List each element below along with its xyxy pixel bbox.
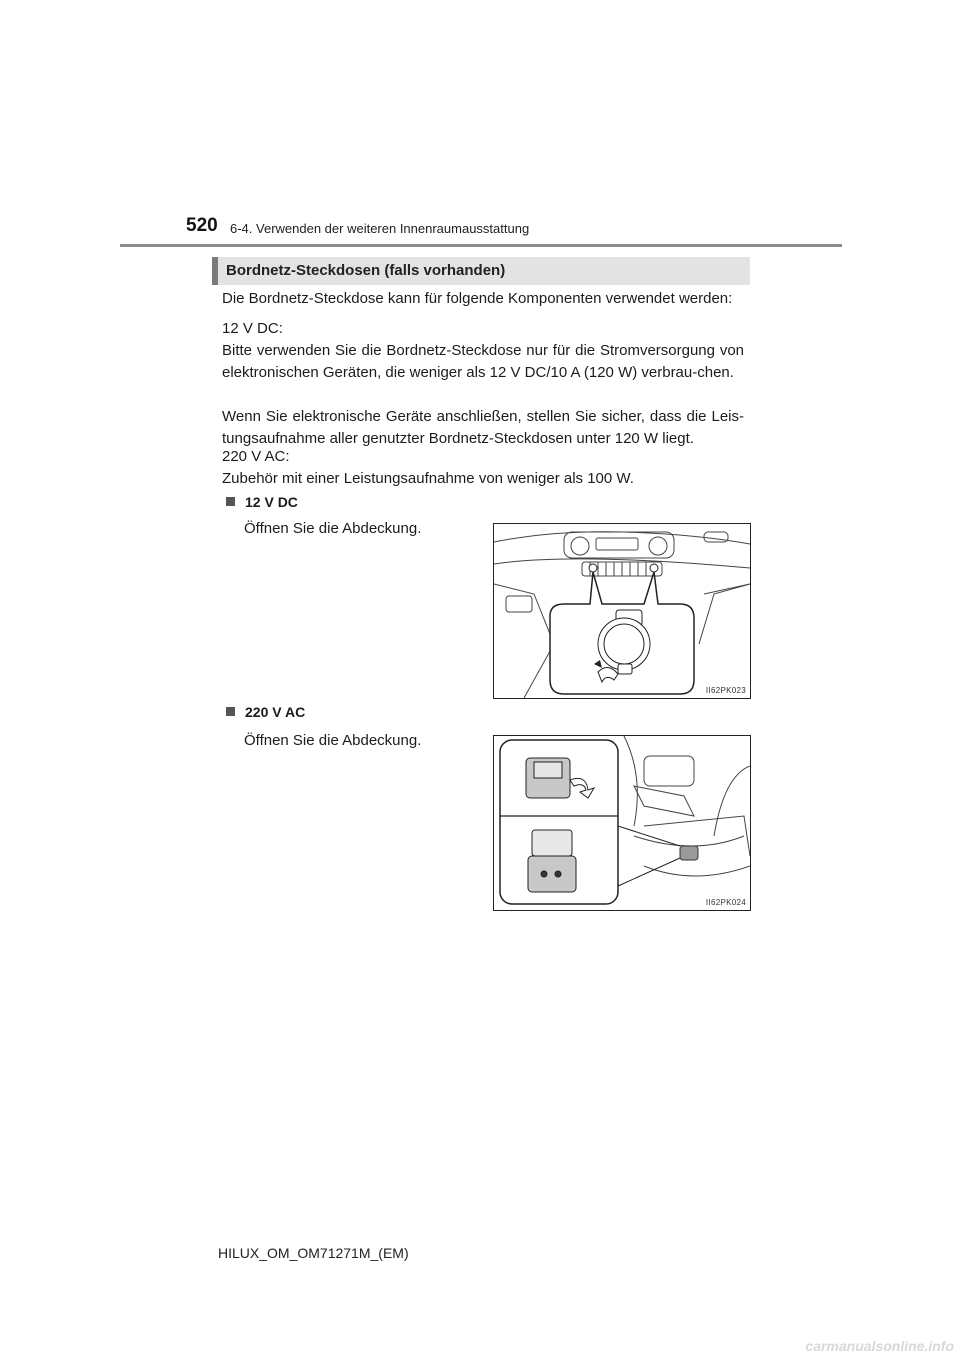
section-heading (212, 257, 750, 285)
figure-code: II62PK023 (705, 686, 746, 695)
subsection-220v-ac (226, 704, 305, 720)
heading-text: Bordnetz-Steckdosen (falls vorhanden) (226, 262, 506, 279)
figure-12v-outlet (493, 523, 751, 699)
bullet-square-icon (226, 497, 235, 506)
page-number: 520 (186, 215, 218, 236)
instruction-220v: Öffnen Sie die Abdeckung. (244, 732, 422, 749)
watermark: carmanualsonline.info (805, 1338, 954, 1354)
dashboard-illustration (494, 524, 750, 698)
ac-paragraph: Zubehör mit einer Leistungsaufnahme von weniger als 100 W. (222, 470, 634, 487)
ac-title: 220 V AC: (222, 448, 290, 465)
heading-accent (212, 257, 218, 285)
subsection-label: 12 V DC (245, 494, 298, 510)
subsection-label: 220 V AC (245, 704, 306, 720)
figure-code: II62PK024 (705, 898, 746, 907)
console-illustration (494, 736, 750, 910)
footer-doc-id: HILUX_OM_OM71271M_(EM) (218, 1245, 409, 1261)
figure-220v-outlet (493, 735, 751, 911)
bullet-square-icon (226, 707, 235, 716)
subsection-12v-dc (226, 494, 298, 510)
dc-paragraph-2: Wenn Sie elektronische Geräte anschließen, stellen Sie sicher, dass die Leis-tungsaufnahme aller genutzter Bordnetz-Steckdosen unter 120 W liegt. (222, 408, 744, 447)
instruction-12v: Öffnen Sie die Abdeckung. (244, 520, 422, 537)
intro-paragraph: Die Bordnetz-Steckdose kann für folgende Komponenten verwendet werden: (222, 290, 733, 307)
header-rule (120, 244, 842, 247)
dc-title: 12 V DC: (222, 320, 283, 337)
dc-paragraph-1: Bitte verwenden Sie die Bordnetz-Steckdose nur für die Stromversorgung von elektronischen Geräten, die weniger als 12 V DC/10 A (120 W) verbrau-chen. (222, 342, 744, 381)
section-title: 6-4. Verwenden der weiteren Innenraumausstattung (230, 221, 530, 236)
